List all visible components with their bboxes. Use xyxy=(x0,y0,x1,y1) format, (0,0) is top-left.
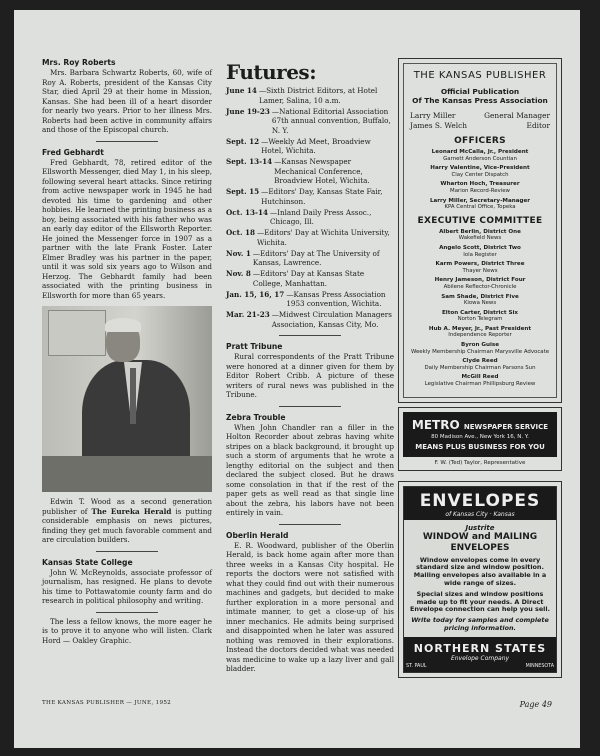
pratt-article: Rural correspondents of the Pratt Tribune were honored at a dinner given for them by Editor Robert Cribb. A picture of these writers of rural news was published in the Tribune. xyxy=(226,352,394,399)
page-number: Page 49 xyxy=(519,700,552,709)
officer-entry: Clyde Reed Daily Membership Chairman Parsons Sun xyxy=(424,358,536,371)
futures-event: June 19-23 —National Editorial Association 67th annual convention, Buffalo, N. Y. xyxy=(226,106,391,135)
futures-title: Futures: xyxy=(226,60,317,84)
oberlin-article: E. R. Woodward, publisher of the Oberlin Herald, is back home again after more than three weeks in a Kansas City hospital. He reports the doctors were not satisfied with what they could find out with their numerous machines and gadgets, but decided to make further exploration in a more personal and intimate manner, to get a close-up of his inner mechanics. He admits being surprised and disappointed when he later was assured nothing was removed in their explorations. Instead the doctors decided what was needed was medicine to wake up a lazy liver and gall bladder. xyxy=(226,540,394,673)
metro-slogan: MEANS PLUS BUSINESS FOR YOU xyxy=(415,442,545,451)
ksc-article: John W. McReynolds, associate professor of journalism, has resigned. He plans to devote his time to Pottawatomie county farm and do research in political philosophy and writing. xyxy=(42,567,212,605)
staff-row: Larry Miller General Manager xyxy=(410,111,550,120)
gebhardt-article: Fred Gebhardt, 78, retired editor of the Ellsworth Messenger, died May 1, in his sleep, following several heart attacks. Since retiring from active newspaper work in 1945 he had devoted his time to gardening and other hobbies. He learned the printing business as a boy, being associated with his father who was an early day editor of the Ellsworth Reporter. He joined the Messenger force in 1907 as a partner with the late Frank Foster. Later Elmer Bradley was his partner in the paper, until it was sold six years ago to Wilson and Herzog. The Gebhardt family had been associated with the printing business in Ellsworth for more than 65 years. xyxy=(42,157,212,300)
footer-publication: THE KANSAS PUBLISHER — JUNE, 1952 xyxy=(42,700,172,706)
officer-entry: Angelo Scott, District Two Iola Register xyxy=(439,244,521,258)
officer-entry: Sam Shade, District Five Kiowa News xyxy=(441,293,519,307)
divider xyxy=(96,141,158,142)
photo-caption: Edwin T. Wood as a second generation publisher of The Eureka Herald is putting considerable emphasis on news pictures, finding they get much favorable comment and are circulation builders. xyxy=(42,497,213,544)
futures-event: Jan. 15, 16, 17 —Kansas Press Association 1953 convention, Wichita. xyxy=(226,289,386,308)
northern-states-logo: NORTHERN STATES Envelope Company ST. PAUL MINNESOTA xyxy=(404,637,556,672)
officer-entry: McGill Reed Legislative Chairman Phillipsburg Review xyxy=(424,374,536,388)
magazine-page xyxy=(14,10,580,748)
metro-name: METRO xyxy=(411,417,460,432)
staff-row: James S. Welch Editor xyxy=(410,121,550,130)
officers-heading: OFFICERS xyxy=(454,136,506,146)
futures-event: Nov. 1 —Editors' Day at The University of Kansas, Lawrence. xyxy=(226,248,380,267)
middle-column xyxy=(226,60,394,674)
officer-entry: Wharton Hoch, Treasurer Marion Record-Review xyxy=(440,181,520,194)
futures-event: Sept. 12 —Weekly Ad Meet, Broadview Hotel, Wichita. xyxy=(226,136,371,155)
futures-event: Mar. 21-23 —Midwest Circulation Managers Association, Kansas City, Mo. xyxy=(226,310,392,329)
left-column xyxy=(42,58,212,645)
envelope-title: ENVELOPES xyxy=(419,490,541,511)
officer-entry: Henry Jameson, District Four Abilene Reflector-Chronicle xyxy=(434,277,526,290)
envelope-ad: ENVELOPES of Kansas City · Kansas Justrite WINDOW and MAILING ENVELOPES Window envelopes come in every standard size and window position. Mailing envelopes also available in a wide range of sizes. Special sizes and window positions made up to fit your needs. A Direct Envelope connection can help you sell. Write today for samples and complete pricing information. NORTHERN STATES Envelope Company ST. PAUL MINNESOTA xyxy=(398,481,562,678)
divider xyxy=(96,612,158,613)
zebra-heading: Zebra Trouble xyxy=(226,412,286,422)
divider xyxy=(279,524,341,525)
officer-entry: Elton Carter, District Six Norton Telegram xyxy=(441,309,519,323)
masthead-subtitle: Official Publication Of The Kansas Press Association xyxy=(412,87,548,105)
officer-entry: Albert Berlin, District One Wakefield News xyxy=(439,228,521,242)
masthead-box xyxy=(398,58,562,403)
futures-event: Oct. 18 —Editors' Day at Wichita University, Wichita. xyxy=(226,228,390,247)
gebhardt-heading: Fred Gebhardt xyxy=(42,147,104,157)
divider xyxy=(279,406,341,407)
metro-address: 80 Madison Ave., New York 16, N. Y. xyxy=(431,433,529,440)
quote-filler: The less a fellow knows, the more eager he is to prove it to anyone who will listen. Clark Hord — Oakley Graphic. xyxy=(42,616,212,645)
futures-event: Sept. 13-14 —Kansas Newspaper Mechanical Conference, Broadview Hotel, Wichita. xyxy=(226,157,370,185)
roberts-article: Mrs. Barbara Schwartz Roberts, 60, wife of Roy A. Roberts, president of the Kansas City Star, died April 29 at their home in Mission, Kansas. She had been ill of a heart disorder for nearly two years. Prior to her illness Mrs. Roberts had been active in community affairs and those of the Episcopal church. xyxy=(42,68,212,134)
divider xyxy=(96,551,158,552)
oberlin-heading: Oberlin Herald xyxy=(226,530,289,540)
officer-entry: Larry Miller, Secretary-Manager KPA Central Office, Topeka xyxy=(429,197,531,211)
right-column xyxy=(398,58,562,678)
officers-list xyxy=(408,149,552,211)
futures-event: June 14 —Sixth District Editors, at Hotel Lamer, Salina, 10 a.m. xyxy=(226,86,378,105)
futures-event: Oct. 13-14 —Inland Daily Press Assoc., Chicago, Ill. xyxy=(226,207,372,226)
officer-entry: Byron Guise Weekly Membership Chairman Marysville Advocate xyxy=(410,342,550,355)
ksc-heading: Kansas State College xyxy=(42,557,133,567)
roberts-heading: Mrs. Roy Roberts xyxy=(42,58,116,67)
divider xyxy=(279,335,341,336)
officer-entry: Harry Valentine, Vice-President Clay Center Dispatch xyxy=(430,165,530,178)
pratt-heading: Pratt Tribune xyxy=(226,342,283,351)
wood-photo xyxy=(42,306,212,492)
officer-entry: Leonard McCalla, Jr., President Garnett Anderson Countian xyxy=(431,149,529,162)
exec-heading: EXECUTIVE COMMITTEE xyxy=(417,215,543,226)
metro-ad: METRO NEWSPAPER SERVICE 80 Madison Ave., New York 16, N. Y. MEANS PLUS BUSINESS FOR YOU F. W. (Ted) Taylor, Representative xyxy=(398,407,562,471)
masthead-title: THE KANSAS PUBLISHER xyxy=(413,70,547,81)
page-footer xyxy=(42,700,552,709)
futures-list xyxy=(226,86,394,329)
futures-event: Nov. 8 —Editors' Day at Kansas State College, Manhattan. xyxy=(226,269,365,288)
officer-entry: Hub A. Meyer, Jr., Past President Independence Reporter xyxy=(428,325,532,339)
officer-entry: Karm Powers, District Three Thayer News xyxy=(435,261,525,274)
futures-event: Sept. 15 —Editors' Day, Kansas State Fair, Hutchinson. xyxy=(226,187,383,206)
exec-list xyxy=(408,229,552,388)
metro-rep: F. W. (Ted) Taylor, Representative xyxy=(434,459,526,466)
zebra-article: When John Chandler ran a filler in the Holton Recorder about zebras having white stripes on a black background, it brought up such a storm of arguments that he wrote a lengthy editorial on the subject and then declared the subject closed. But he draws some consolation in that if the rest of the paper gets as well read as that single line about the zebra, his labors have not been entirely in vain. xyxy=(226,422,394,517)
